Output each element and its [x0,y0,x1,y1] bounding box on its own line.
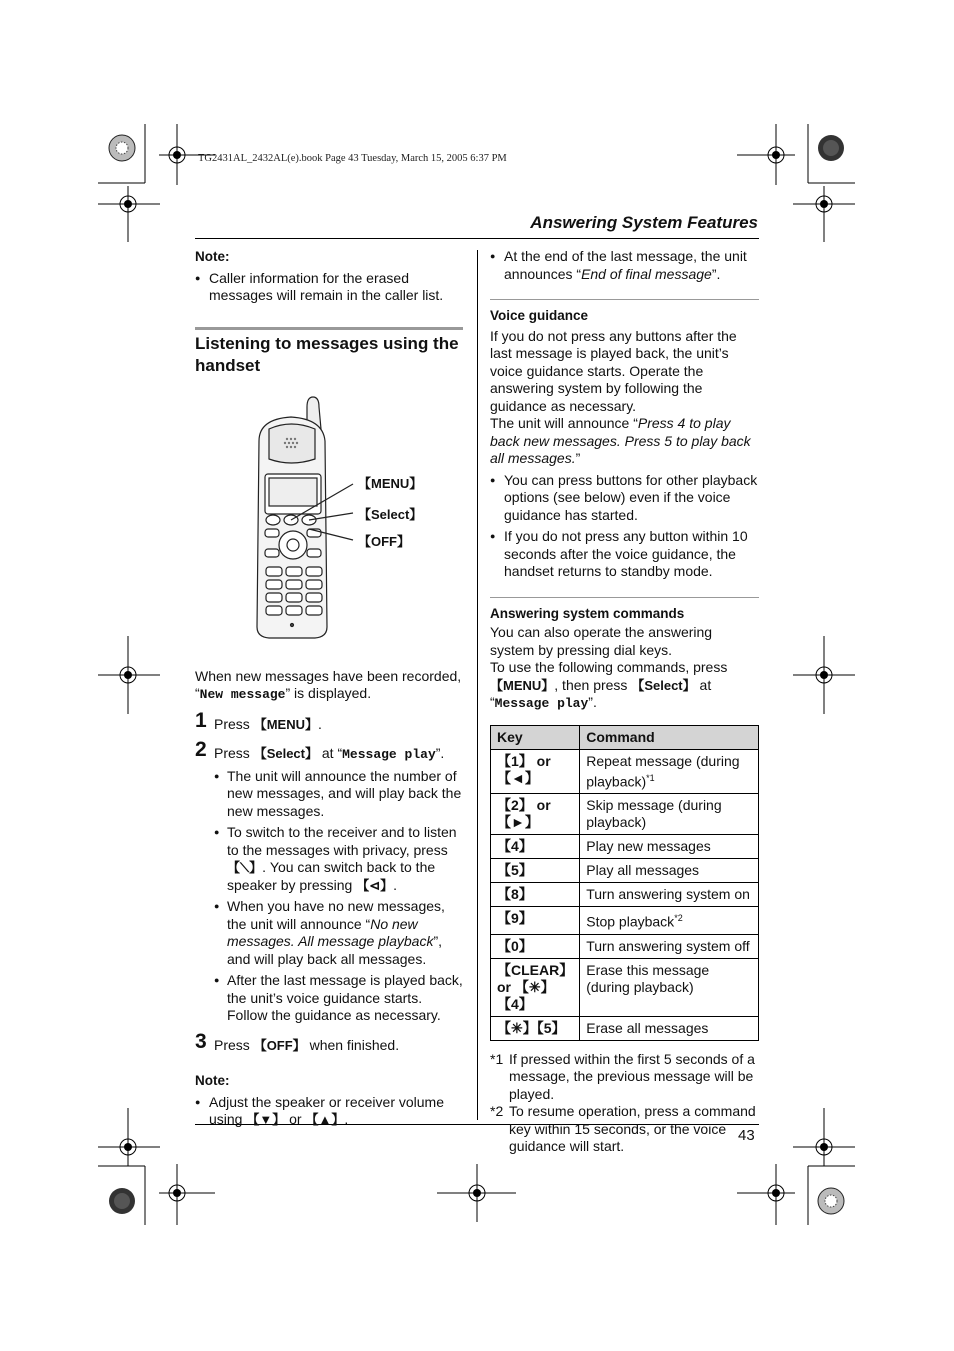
step-2-bullet: ● When you have no new messages, the unit will announce “No new messages. All message playback”, and will play back all messages. [195,898,463,968]
menu-key-label: 【MENU】 [358,475,423,491]
footnote-2: *2 To resume operation, press a command key within 15 seconds, or the voice guidance will start. [490,1103,756,1155]
note-bullet: ● Adjust the speaker or receiver volume using 【▼】 or 【▲】. [195,1094,463,1129]
command-cell: Turn answering system off [580,934,759,958]
table-row [491,835,759,859]
divider [490,299,759,300]
key-cell: 【CLEAR】 or 【✳】【4】 [491,958,580,1016]
key-cell: 【5】 [491,859,580,883]
column-divider [477,250,478,1120]
voice-guidance-text: If you do not press any buttons after the last message is played back, the unit’s voice guidance starts. Operate the answering system by following the guidance as necessary. [490,327,737,414]
footnote-1: *1 If pressed within the first 5 seconds of a message, the previous message will be played. [490,1050,755,1102]
table-header-row [491,725,759,749]
end-message-bullet: ● At the end of the last message, the unit announces “End of final message”. [490,248,759,283]
note-heading: Note: [195,1073,230,1088]
commands-table [490,725,759,1041]
table-row [491,907,759,935]
commands-intro: You can also operate the answering system by pressing dial keys. [490,624,713,658]
voice-guidance-heading: Voice guidance [490,308,589,323]
command-cell: Play all messages [580,859,759,883]
section-heading: Listening to messages using the handset [195,333,459,375]
command-cell: Skip message (during playback) [580,794,759,835]
voice-guidance-bullet: ● You can press buttons for other playback options (see below) even if the voice guidance has started. [490,472,759,525]
heading-rule [195,327,463,330]
table-row [491,859,759,883]
handset-figure [195,389,463,659]
table-row [491,958,759,1016]
table-row [491,794,759,835]
divider [490,597,759,598]
table-row [491,883,759,907]
left-column [195,248,463,1129]
note-heading: Note: [195,249,230,264]
step-2-bullet: ● To switch to the receiver and to listen to the messages with privacy, press 【⟍】. You can switch back to the speaker by pressing 【⊲】. [195,824,463,894]
commands-instructions: To use the following commands, press 【MENU】, then press 【Select】 at “Message play”. [490,659,728,711]
off-key-label: 【OFF】 [358,533,410,549]
table-row [491,1016,759,1040]
table-row [491,934,759,958]
talk-key: 【⟍】 [227,860,263,875]
step-3: 3 Press 【OFF】 when finished. [195,1029,400,1053]
note-bullet: ● Caller information for the erased messages will remain in the caller list. [195,270,463,305]
key-cell: 【1】 or 【◄】 [491,749,580,794]
select-key-label: 【Select】 [358,506,423,522]
command-cell: Stop playback$^{*2}$ [580,907,759,935]
right-column [490,248,759,1156]
command-cell: Turn answering system on [580,883,759,907]
commands-heading: Answering system commands [490,605,685,621]
section-title: Answering System Features [530,213,758,232]
header-rule [195,238,759,239]
column-header-command: Command [580,725,759,749]
step-2-bullet: ● The unit will announce the number of new messages, and will play back the new messages. [195,768,463,821]
table-row [491,749,759,794]
voice-guidance-announcement: The unit will announce “Press 4 to play back new messages. Press 5 to play back all messages.” [490,415,751,466]
page-number: 43 [738,1127,755,1144]
key-cell: 【0】 [491,934,580,958]
command-cell: Erase this message (during playback) [580,958,759,1016]
voice-guidance-bullet: ● If you do not press any button within 10 seconds after the voice guidance, the handset returns to standby mode. [490,528,759,581]
key-cell: 【4】 [491,835,580,859]
step-2-bullet: ● After the last message is played back, the unit’s voice guidance starts. Follow the guidance as necessary. [195,972,463,1025]
speaker-key: 【⊲】 [356,877,394,893]
file-info: TG2431AL_2432AL(e).book Page 43 Tuesday, March 15, 2005 6:37 PM [198,153,507,164]
command-cell: Erase all messages [580,1016,759,1040]
intro-text: When new messages have been recorded, “New message” is displayed. [195,667,462,702]
key-cell: 【2】 or 【►】 [491,794,580,835]
step-2: 2 Press 【Select】 at “Message play”. [195,738,445,762]
command-cell: Repeat message (during playback)$^{*1}$ [580,749,759,794]
handset-illustration [195,389,463,649]
key-cell: 【✳】【5】 [491,1016,580,1040]
command-cell: Play new messages [580,835,759,859]
key-cell: 【8】 [491,883,580,907]
column-header-key: Key [491,725,580,749]
step-1: 1 Press 【MENU】. [195,708,322,732]
key-cell: 【9】 [491,907,580,935]
